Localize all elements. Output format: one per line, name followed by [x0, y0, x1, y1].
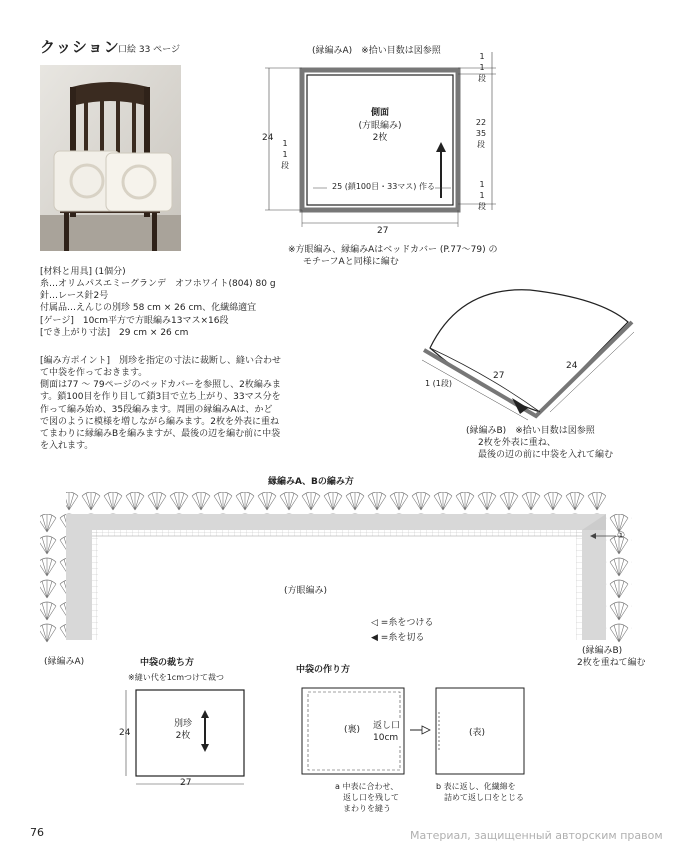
cushion-shape	[430, 290, 628, 412]
cutting-count: 2枚	[175, 731, 191, 741]
width-label: 27	[377, 226, 389, 236]
edge-rows-top-right	[476, 52, 488, 84]
materials-line: 糸…オリムパスエミーグランデ オフホワイト(804) 80 g	[40, 279, 276, 290]
side-note-line2: モチーフAと同様に編む	[303, 257, 399, 267]
cushion-note1: 2枚を外表に重ね、	[478, 438, 556, 448]
start-chain-label: 25 (鎖100目・33マス) 作る	[332, 182, 435, 191]
bag-front-label: (表)	[469, 728, 486, 738]
cutting-fabric: 別珍	[173, 719, 192, 729]
page-number: 76	[30, 826, 44, 839]
step-b-line2: 詰めて返し口をとじる	[444, 793, 524, 802]
watermark: Материал, защищенный авторским правом	[410, 829, 663, 842]
instructions-line: で図のように模様を増しながら編みます。2枚を外表に重ね	[40, 416, 280, 427]
cushion-diagram	[400, 280, 640, 430]
edge-rows-value: 1	[479, 180, 485, 189]
materials-line: 針…レース針2号	[40, 291, 109, 302]
edge-rows-value: 1	[479, 190, 485, 200]
instructions-line: てまわりに縁編みBを編みますが、最後の辺を編む前に中袋	[40, 428, 281, 439]
instructions-line: [編み方ポイント] 別珍を指定の寸法に裁断し、縫い合わせ	[40, 356, 282, 366]
side-note-line1: ※方眼編み、縁編みAはベッドカバー (P.77～79) の	[288, 245, 498, 255]
instructions-section	[40, 355, 281, 452]
materials-line: [でき上がり寸法] 29 cm × 26 cm	[40, 327, 189, 338]
cushion-note2: 最後の辺の前に中袋を入れて編む	[478, 450, 614, 460]
edge-b-chart-note: 2枚を重ねて編む	[577, 658, 646, 668]
panel-rows-value: 35	[475, 128, 487, 138]
instructions-line: を入れます。	[40, 440, 94, 451]
edge-a-label: (縁編みA) ※拾い目数は図参照	[312, 46, 441, 56]
cutting-height: 24	[119, 728, 131, 738]
cushion-photo	[40, 65, 181, 251]
cutting-note: ※縫い代を1cmつけて裁つ	[128, 673, 224, 682]
cushion-dim-27: 27	[493, 371, 505, 381]
edge-b-chart-label: (縁編みB)	[582, 646, 623, 656]
cutting-title: 中袋の裁ち方	[140, 658, 195, 668]
instructions-line: て中袋を作っておきます。	[40, 368, 148, 379]
step-a-line2: 返し口を残して	[343, 793, 399, 802]
edge-rows-bottom-right	[476, 180, 488, 212]
page-title: クッション	[40, 38, 120, 56]
panel-rows-unit: 段	[477, 139, 485, 149]
step-a-line3: まわりを縫う	[343, 804, 391, 813]
panel-height-value: 22	[475, 118, 487, 127]
page-reference: 口絵 33 ページ	[118, 45, 180, 55]
chart-title: 縁編みA、Bの編み方	[268, 477, 354, 487]
panel-pattern: (方眼編み)	[358, 121, 402, 131]
edge-rows-value: 1	[282, 149, 288, 159]
edge-rows-unit: 段	[281, 160, 289, 170]
materials-line: [ゲージ] 10cm平方で方眼編み13マス×16段	[40, 315, 229, 326]
edge-b-label: (縁編みB) ※拾い目数は図参照	[466, 426, 595, 436]
step-a-line1: a 中表に合わせ、	[335, 782, 399, 791]
edge-rows-value: 1	[479, 52, 485, 61]
chart-circled-one: ①	[617, 531, 626, 541]
edge-stitch-chart	[36, 490, 636, 650]
edge-a-chart-label: (縁編みA)	[44, 657, 85, 667]
instructions-line: 側面は77 ～ 79ページのベッドカバーを参照し、2枚編みま	[40, 380, 281, 391]
step-b-line1: b 表に返し、化繊綿を	[436, 782, 516, 791]
edge-rows-unit: 段	[478, 201, 486, 211]
edge-fan-col-left	[40, 514, 66, 644]
chart-center-label: (方眼編み)	[284, 586, 328, 596]
materials-line: [材料と用具] (1個分)	[40, 267, 126, 277]
cutting-width: 27	[180, 778, 192, 788]
instructions-line: す。鎖100目を作り目して鎖3目で立ち上がり、33マス分を	[40, 392, 281, 403]
cushion-dim-1: 1 (1段)	[425, 379, 452, 388]
edge-rows-unit: 段	[478, 73, 486, 83]
panel-rows-right	[472, 118, 490, 150]
opening-size: 10cm	[373, 733, 399, 743]
materials-line: 付属品…えんじの別珍 58 cm × 26 cm、化繊綿適宜	[40, 303, 257, 314]
panel-title: 側面	[370, 108, 389, 118]
edge-rows-value: 1	[282, 139, 288, 148]
legend-cut: ◀ =糸を切る	[371, 633, 425, 643]
cushion-dim-24: 24	[566, 361, 578, 371]
making-title: 中袋の作り方	[296, 665, 351, 675]
edge-rows-left	[279, 139, 291, 171]
edge-fan-row-top	[66, 492, 606, 514]
materials-section	[40, 266, 276, 339]
edge-rows-value: 1	[479, 62, 485, 72]
instructions-line: 作って編み始め、35段編みます。周囲の縁編みAは、かど	[40, 404, 273, 415]
legend-attach: ◁ =糸をつける	[371, 618, 434, 628]
bag-back-label: (裏)	[344, 725, 361, 735]
panel-count: 2枚	[372, 133, 388, 143]
opening-label: 返し口	[373, 721, 401, 731]
height-label: 24	[262, 133, 274, 143]
